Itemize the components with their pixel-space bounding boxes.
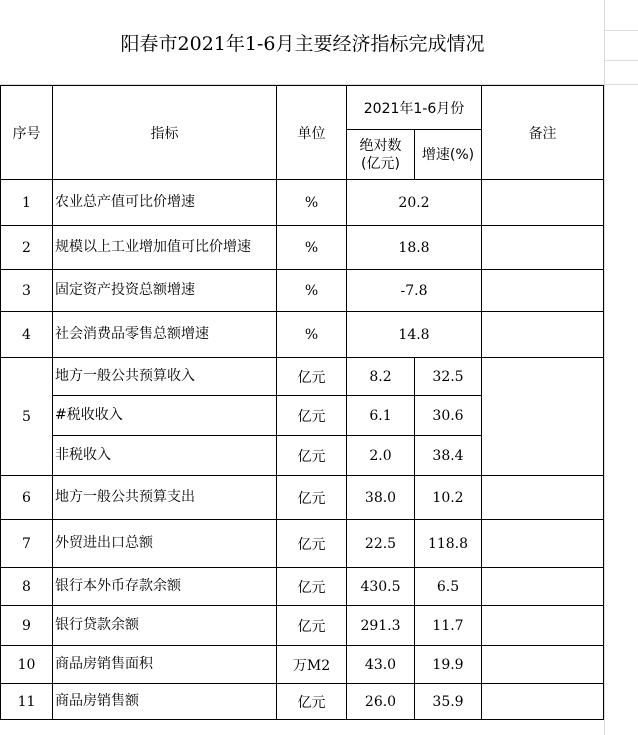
row-merged-value: 18.8 <box>347 226 482 270</box>
row-remark <box>482 358 604 476</box>
row-seq: 3 <box>1 270 53 312</box>
table-row <box>1 606 604 646</box>
row-seq: 11 <box>1 684 53 720</box>
row-seq: 2 <box>1 226 53 270</box>
row-remark <box>482 270 604 312</box>
row-remark <box>482 606 604 646</box>
row-growth: 11.7 <box>415 606 482 646</box>
row-absolute: 22.5 <box>347 520 415 568</box>
row-merged-value: 14.8 <box>347 312 482 358</box>
row-seq: 8 <box>1 568 53 606</box>
table-row <box>1 270 604 312</box>
row-indicator: 银行贷款余额 <box>53 606 277 646</box>
row-unit: % <box>277 226 347 270</box>
row-unit: % <box>277 270 347 312</box>
row-absolute: 43.0 <box>347 646 415 684</box>
row-absolute: 8.2 <box>347 358 415 396</box>
table-row <box>1 312 604 358</box>
header-seq: 序号 <box>1 86 53 180</box>
row-unit: 亿元 <box>277 476 347 520</box>
row-indicator: 银行本外币存款余额 <box>53 568 277 606</box>
table-row <box>1 684 604 720</box>
row-unit: 亿元 <box>277 684 347 720</box>
row-seq: 10 <box>1 646 53 684</box>
row-unit: % <box>277 312 347 358</box>
row-growth: 10.2 <box>415 476 482 520</box>
sheet-gridline <box>604 30 638 31</box>
row-indicator: 农业总产值可比价增速 <box>53 180 277 226</box>
row-growth: 35.9 <box>415 684 482 720</box>
row-absolute: 2.0 <box>347 436 415 476</box>
row-indicator: 规模以上工业增加值可比价增速 <box>53 226 277 270</box>
row-indicator: 固定资产投资总额增速 <box>53 270 277 312</box>
header-period: 2021年1-6月份 <box>347 86 482 130</box>
row-unit: 亿元 <box>277 436 347 476</box>
row-unit: 亿元 <box>277 606 347 646</box>
row-remark <box>482 568 604 606</box>
row-indicator: 地方一般公共预算支出 <box>53 476 277 520</box>
row-indicator: 社会消费品零售总额增速 <box>53 312 277 358</box>
row-merged-value: -7.8 <box>347 270 482 312</box>
row-absolute: 430.5 <box>347 568 415 606</box>
sheet-gridline <box>604 0 605 735</box>
table-row <box>1 520 604 568</box>
header-absolute: 绝对数 (亿元) <box>347 130 415 180</box>
row-growth: 38.4 <box>415 436 482 476</box>
row-indicator: 商品房销售面积 <box>53 646 277 684</box>
row-unit: 亿元 <box>277 358 347 396</box>
row-remark <box>482 226 604 270</box>
row-merged-value: 20.2 <box>347 180 482 226</box>
row-absolute: 291.3 <box>347 606 415 646</box>
table-row <box>1 476 604 520</box>
row-indicator: 地方一般公共预算收入 <box>53 358 277 396</box>
row-growth: 32.5 <box>415 358 482 396</box>
table-row <box>1 226 604 270</box>
table-row <box>1 180 604 226</box>
row-seq: 6 <box>1 476 53 520</box>
row-remark <box>482 684 604 720</box>
row-seq: 9 <box>1 606 53 646</box>
row-unit: % <box>277 180 347 226</box>
row-remark <box>482 180 604 226</box>
header-growth: 增速(%) <box>415 130 482 180</box>
row-seq: 1 <box>1 180 53 226</box>
row-growth: 30.6 <box>415 396 482 436</box>
row-absolute: 38.0 <box>347 476 415 520</box>
row-growth: 118.8 <box>415 520 482 568</box>
row-indicator: #税收收入 <box>53 396 277 436</box>
row-remark <box>482 476 604 520</box>
row-remark <box>482 520 604 568</box>
table-row <box>1 568 604 606</box>
row-unit: 亿元 <box>277 568 347 606</box>
table-row <box>1 358 604 396</box>
row-indicator: 外贸进出口总额 <box>53 520 277 568</box>
row-indicator: 非税收入 <box>53 436 277 476</box>
sheet-title: 阳春市2021年1-6月主要经济指标完成情况 <box>120 32 485 55</box>
row-unit: 万M2 <box>277 646 347 684</box>
row-indicator: 商品房销售额 <box>53 684 277 720</box>
row-remark <box>482 646 604 684</box>
row-absolute: 26.0 <box>347 684 415 720</box>
row-growth: 6.5 <box>415 568 482 606</box>
row-remark <box>482 312 604 358</box>
header-remark: 备注 <box>482 86 604 180</box>
row-growth: 19.9 <box>415 646 482 684</box>
row-unit: 亿元 <box>277 520 347 568</box>
row-absolute: 6.1 <box>347 396 415 436</box>
header-indicator: 指标 <box>53 86 277 180</box>
sheet-gridline <box>604 60 638 61</box>
row-seq: 7 <box>1 520 53 568</box>
row-unit: 亿元 <box>277 396 347 436</box>
row-seq: 5 <box>1 358 53 476</box>
indicators-table <box>0 85 604 720</box>
table-row <box>1 646 604 684</box>
header-unit: 单位 <box>277 86 347 180</box>
row-seq: 4 <box>1 312 53 358</box>
